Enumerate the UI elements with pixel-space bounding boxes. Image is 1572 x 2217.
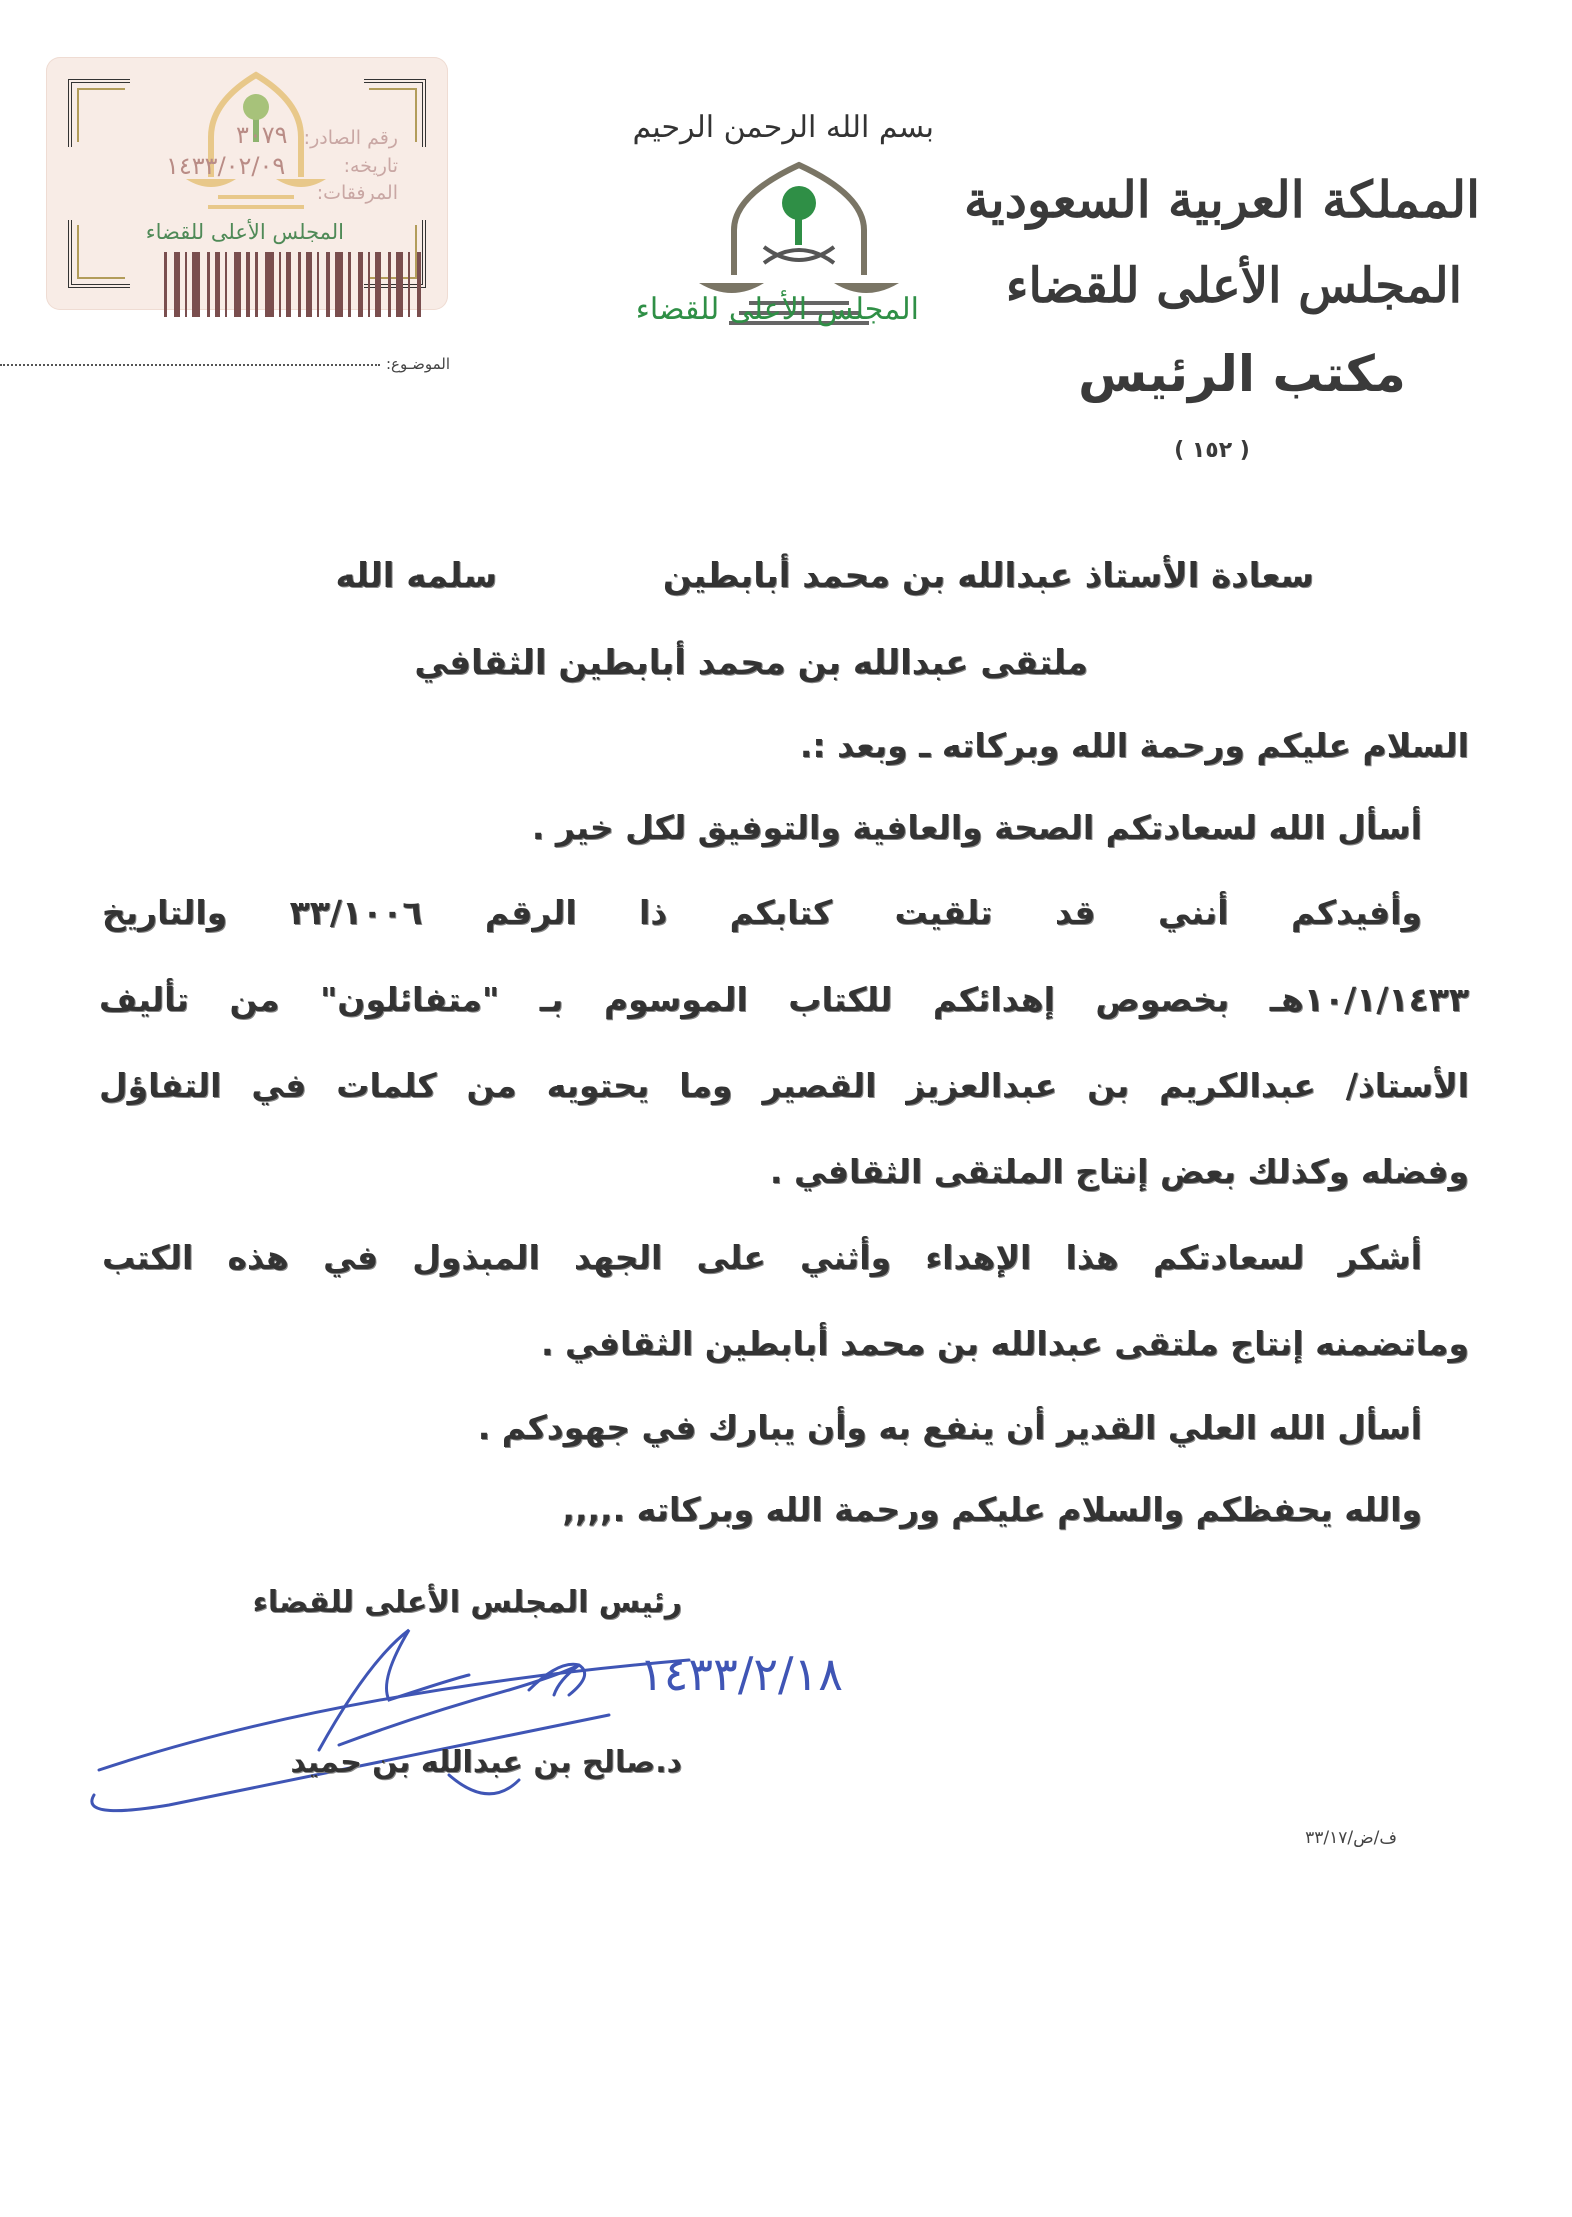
body-line: وأفيدكم أنني قد تلقيت كتابكم ذا الرقم ٣٣/١٠٠٦ والتاريخ <box>102 893 1422 932</box>
recipient-organization: ملتقى عبدالله بن محمد أبابطين الثقافي <box>414 643 1088 683</box>
barcode-bar <box>306 252 312 317</box>
letterhead-office: مكتب الرئيس <box>1078 345 1406 403</box>
recipient-greeting: سلمه الله <box>335 556 497 596</box>
council-emblem-caption: المجلس الأعلى للقضاء <box>635 292 919 327</box>
barcode-bar <box>326 252 330 317</box>
barcode-bar <box>234 252 241 317</box>
outgoing-stamp <box>46 57 448 310</box>
letterhead-council: المجلس الأعلى للقضاء <box>1005 258 1462 314</box>
salutation: السلام عليكم ورحمة الله وبركاته ـ وبعد :. <box>799 726 1469 765</box>
date-label: تاريخه: <box>343 155 398 177</box>
barcode-bar <box>335 252 343 317</box>
body-line: أسأل الله العلي القدير أن ينفع به وأن يبارك في جهودكم . <box>477 1408 1422 1447</box>
barcode-bar <box>368 252 370 317</box>
barcode-bar <box>408 252 410 317</box>
subject-line <box>30 355 450 373</box>
barcode-bar <box>185 252 187 317</box>
body-line: وفضله وكذلك بعض إنتاج الملتقى الثقافي . <box>769 1152 1469 1191</box>
letterhead-kingdom: المملكة العربية السعودية <box>963 170 1480 229</box>
corner-ornament <box>68 220 130 288</box>
barcode-bar <box>225 252 227 317</box>
closing-line: والله يحفظكم والسلام عليكم ورحمة الله وبركاته .,,,, <box>562 1490 1422 1529</box>
barcode-bar <box>358 252 363 317</box>
barcode-bar <box>388 252 391 317</box>
barcode-bar <box>348 252 351 317</box>
barcode-bar <box>192 252 200 317</box>
barcode-bar <box>164 252 167 317</box>
signatory-title: رئيس المجلس الأعلى للقضاء <box>252 1585 682 1620</box>
barcode-bar <box>375 252 381 317</box>
corner-ornament <box>68 79 130 147</box>
barcode-bar <box>215 252 220 317</box>
barcode-bar <box>417 252 421 317</box>
barcode-bar <box>298 252 301 317</box>
subject-label: الموضـوع: <box>385 355 450 373</box>
body-line: ١٠/١/١٤٣٣هـ بخصوص إهدائكم للكتاب الموسوم بـ "متفائلون" من تأليف <box>99 980 1469 1019</box>
barcode-bar <box>317 252 319 317</box>
barcode-bar <box>246 252 250 317</box>
handwritten-date: ١٤٣٣/٢/١٨ <box>639 1647 843 1701</box>
barcode-bar <box>255 252 258 317</box>
body-line: وماتضمنه إنتاج ملتقى عبدالله بن محمد أبابطين الثقافي . <box>540 1324 1469 1363</box>
barcode-bar <box>286 252 291 317</box>
outgoing-number-label: رقم الصادر: <box>303 127 398 149</box>
subject-dotted-line <box>0 364 380 366</box>
body-line: أسأل الله لسعادتكم الصحة والعافية والتوفيق لكل خير . <box>531 808 1422 847</box>
outgoing-date: ١٤٣٣/٠٢/٠٩ <box>166 152 286 180</box>
barcode-bar <box>174 252 180 317</box>
basmala: بسم الله الرحمن الرحيم <box>632 110 934 145</box>
body-line: الأستاذ/ عبدالكريم بن عبدالعزيز القصير وما يحتويه من كلمات في التفاؤل <box>99 1066 1469 1105</box>
recipient-name: سعادة الأستاذ عبدالله بن محمد أبابطين <box>662 556 1314 596</box>
stamp-caption: المجلس الأعلى للقضاء <box>145 220 344 244</box>
barcode-bar <box>265 252 274 317</box>
barcode-bar <box>396 252 403 317</box>
letter-number: ( ١٥٢ ) <box>1174 438 1250 463</box>
outgoing-number: ٣٠٧٩ <box>236 121 288 149</box>
attachments-label: المرفقات: <box>316 182 398 204</box>
barcode-bar <box>207 252 210 317</box>
barcode <box>164 252 426 317</box>
reference-code: ف/ض/٣٣/١٧ <box>1305 1828 1397 1848</box>
signatory-name: د.صالح بن عبدالله بن حميد <box>290 1745 682 1780</box>
body-line: أشكر لسعادتكم هذا الإهداء وأثني على الجهد المبذول في هذه الكتب <box>102 1238 1422 1277</box>
handwritten-signature <box>89 1620 843 1820</box>
barcode-bar <box>279 252 281 317</box>
